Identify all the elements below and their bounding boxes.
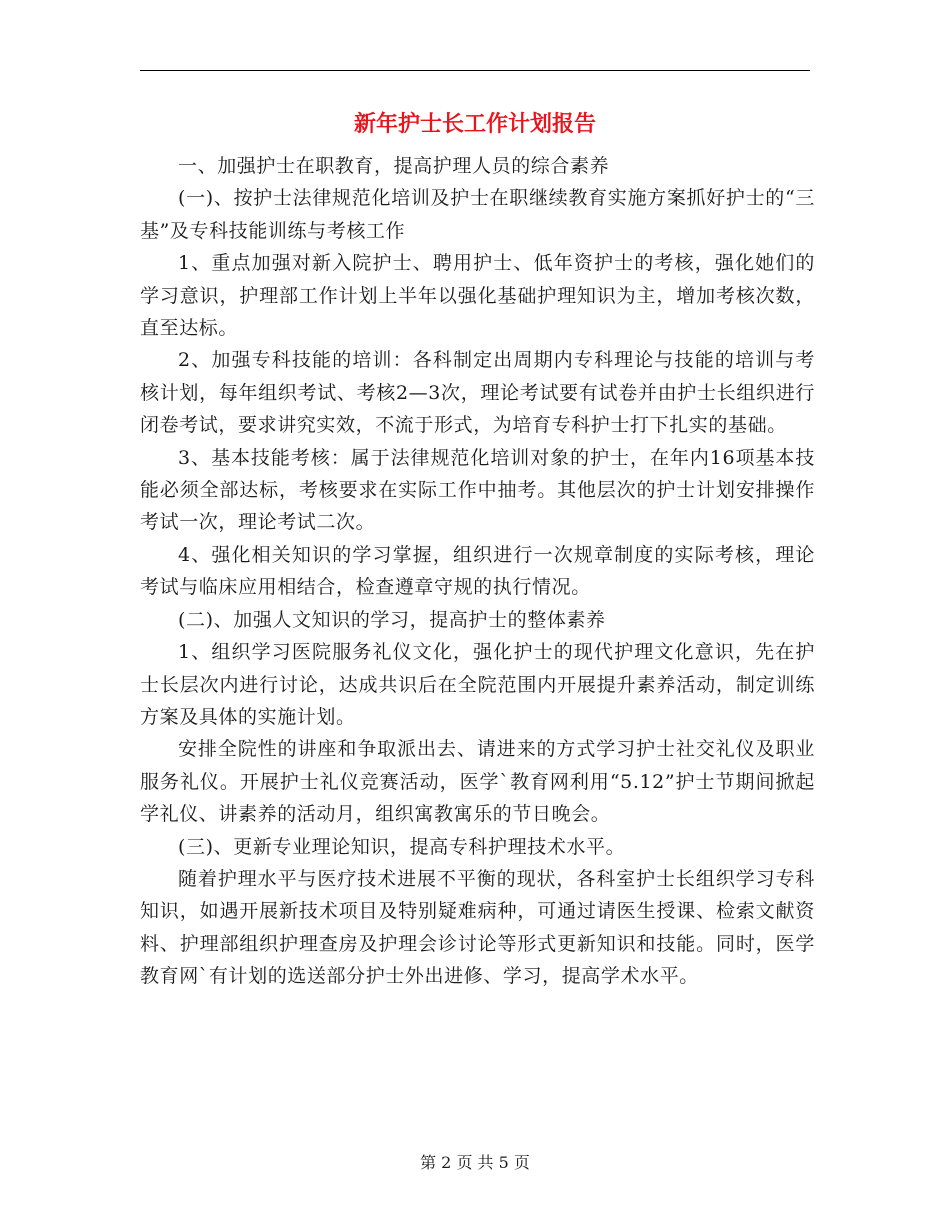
paragraph: 随着护理水平与医疗技术进展不平衡的现状，各科室护士长组织学习专科知识，如遇开展新技术项目及特别疑难病种，可通过请医生授课、检索文献资料、护理部组织护理查房及护理会诊讨论等形式更新知识和技能。同时，医学教育网`有计划的选送部分护士外出进修、学习，提高学术水平。: [140, 867, 815, 988]
paragraph: 4、强化相关知识的学习掌握，组织进行一次规章制度的实际考核，理论考试与临床应用相结合，检查遵章守规的执行情况。: [140, 543, 815, 599]
paragraph: 1、重点加强对新入院护士、聘用护士、低年资护士的考核，强化她们的学习意识，护理部工作计划上半年以强化基础护理知识为主，增加考核次数，直至达标。: [140, 252, 815, 340]
subheading-1: (一)、按护士法律规范化培训及护士在职继续教育实施方案抓好护士的“三基”及专科技能训练与考核工作: [140, 187, 815, 242]
header-rule: [140, 70, 810, 71]
document-body: [140, 150, 815, 993]
paragraph: 1、组织学习医院服务礼仪文化，强化护士的现代护理文化意识，先在护士长层次内进行讨论，达成共识后在全院范围内开展提升素养活动，制定训练方案及具体的实施计划。: [140, 641, 815, 728]
paragraph: 3、基本技能考核：属于法律规范化培训对象的护士，在年内16项基本技能必须全部达标，考核要求在实际工作中抽考。其他层次的护士计划安排操作考试一次，理论考试二次。: [140, 446, 815, 534]
paragraph: 2、加强专科技能的培训：各科制定出周期内专科理论与技能的培训与考核计划，每年组织考试、考核2—3次，理论考试要有试卷并由护士长组织进行闭卷考试，要求讲究实效，不流于形式，为培育专科护士打下扎实的基础。: [140, 349, 815, 437]
heading-1: 一、加强护士在职教育，提高护理人员的综合素养: [178, 155, 610, 177]
page-number: 第 2 页 共 5 页: [420, 1153, 530, 1172]
document-title: 新年护士长工作计划报告: [353, 112, 596, 137]
subheading-3: (三)、更新专业理论知识，提高专科护理技术水平。: [178, 835, 626, 858]
paragraph: 安排全院性的讲座和争取派出去、请进来的方式学习护士社交礼仪及职业服务礼仪。开展护士礼仪竞赛活动，医学`教育网利用“5.12”护士节期间掀起学礼仪、讲素养的活动月，组织寓教寓乐的节日晚会。: [140, 738, 815, 826]
subheading-2: (二)、加强人文知识的学习，提高护士的整体素养: [178, 608, 606, 631]
